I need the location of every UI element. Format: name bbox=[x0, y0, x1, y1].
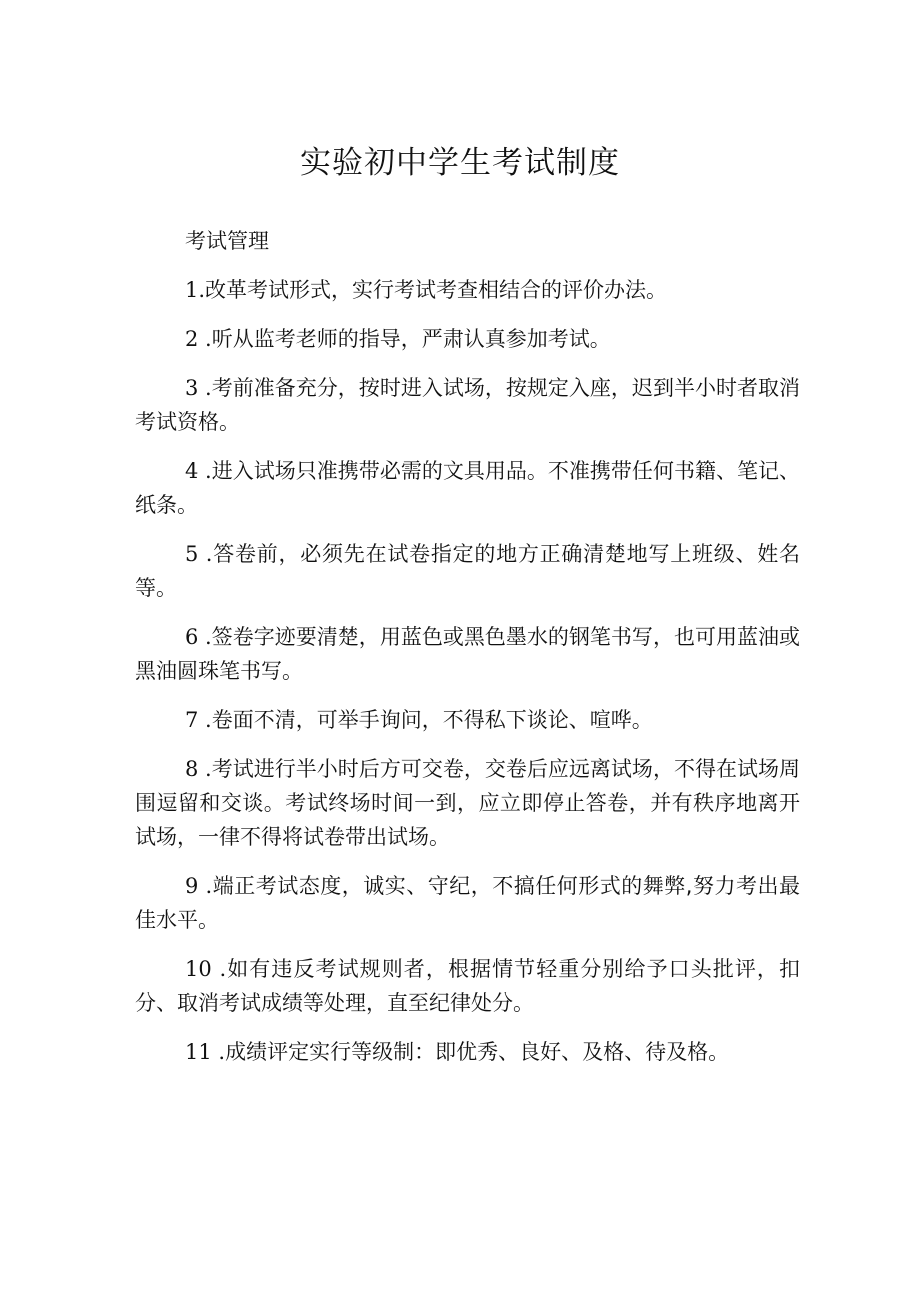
rule-text: 卷面不清，可举手询问，不得私下谈论、喧哗。 bbox=[211, 708, 653, 732]
rule-number: 2 . bbox=[185, 327, 212, 351]
rule-item-1 bbox=[135, 273, 800, 307]
rule-text: 听从监考老师的指导，严肃认真参加考试。 bbox=[211, 327, 611, 351]
rule-item-3 bbox=[135, 371, 800, 439]
rule-number: 4 . bbox=[185, 459, 212, 483]
rule-number: 1. bbox=[185, 278, 206, 302]
rule-text: 改革考试形式，实行考试考查相结合的评价办法。 bbox=[205, 278, 668, 302]
page-title: 实验初中学生考试制度 bbox=[300, 145, 620, 181]
rule-item-7 bbox=[135, 703, 800, 737]
rule-item-11 bbox=[135, 1035, 800, 1069]
rule-text: 进入试场只准携带必需的文具用品。不准携带任何书籍、笔记、纸条。 bbox=[135, 459, 801, 517]
rule-number: 5 . bbox=[185, 542, 213, 566]
document-body bbox=[135, 224, 800, 1084]
rule-number: 10 . bbox=[185, 957, 227, 981]
rule-item-2 bbox=[135, 322, 800, 356]
rule-item-9 bbox=[135, 869, 800, 937]
section-heading: 考试管理 bbox=[185, 229, 269, 253]
rule-number: 6 . bbox=[185, 625, 212, 649]
rule-item-10 bbox=[135, 952, 800, 1020]
rule-item-6 bbox=[135, 620, 800, 688]
rule-text: 成绩评定实行等级制：即优秀、良好、及格、待及格。 bbox=[225, 1040, 730, 1064]
rule-number: 9 . bbox=[185, 874, 213, 898]
rule-text: 考前准备充分，按时进入试场，按规定入座，迟到半小时者取消考试资格。 bbox=[135, 376, 801, 434]
rule-text: 答卷前，必须先在试卷指定的地方正确清楚地写上班级、姓名等。 bbox=[135, 542, 801, 600]
rule-number: 7 . bbox=[185, 708, 212, 732]
rule-number: 8 . bbox=[185, 757, 212, 781]
rule-number: 3 . bbox=[185, 376, 212, 400]
rule-text: 如有违反考试规则者，根据情节轻重分别给予口头批评，扣分、取消考试成绩等处理，直至纪律处分。 bbox=[135, 957, 801, 1015]
rule-number: 11 . bbox=[185, 1040, 226, 1064]
rule-item-8 bbox=[135, 752, 800, 854]
rule-item-5 bbox=[135, 537, 800, 605]
rule-item-4 bbox=[135, 454, 800, 522]
rule-text: 考试进行半小时后方可交卷，交卷后应远离试场，不得在试场周围逗留和交谈。考试终场时间一到，应立即停止答卷，并有秩序地离开试场，一律不得将试卷带出试场。 bbox=[135, 757, 801, 849]
rule-text: 端正考试态度，诚实、守纪，不搞任何形式的舞弊,努力考出最佳水平。 bbox=[135, 874, 800, 932]
rule-text: 签卷字迹要清楚，用蓝色或黑色墨水的钢笔书写，也可用蓝油或黑油圆珠笔书写。 bbox=[135, 625, 801, 683]
